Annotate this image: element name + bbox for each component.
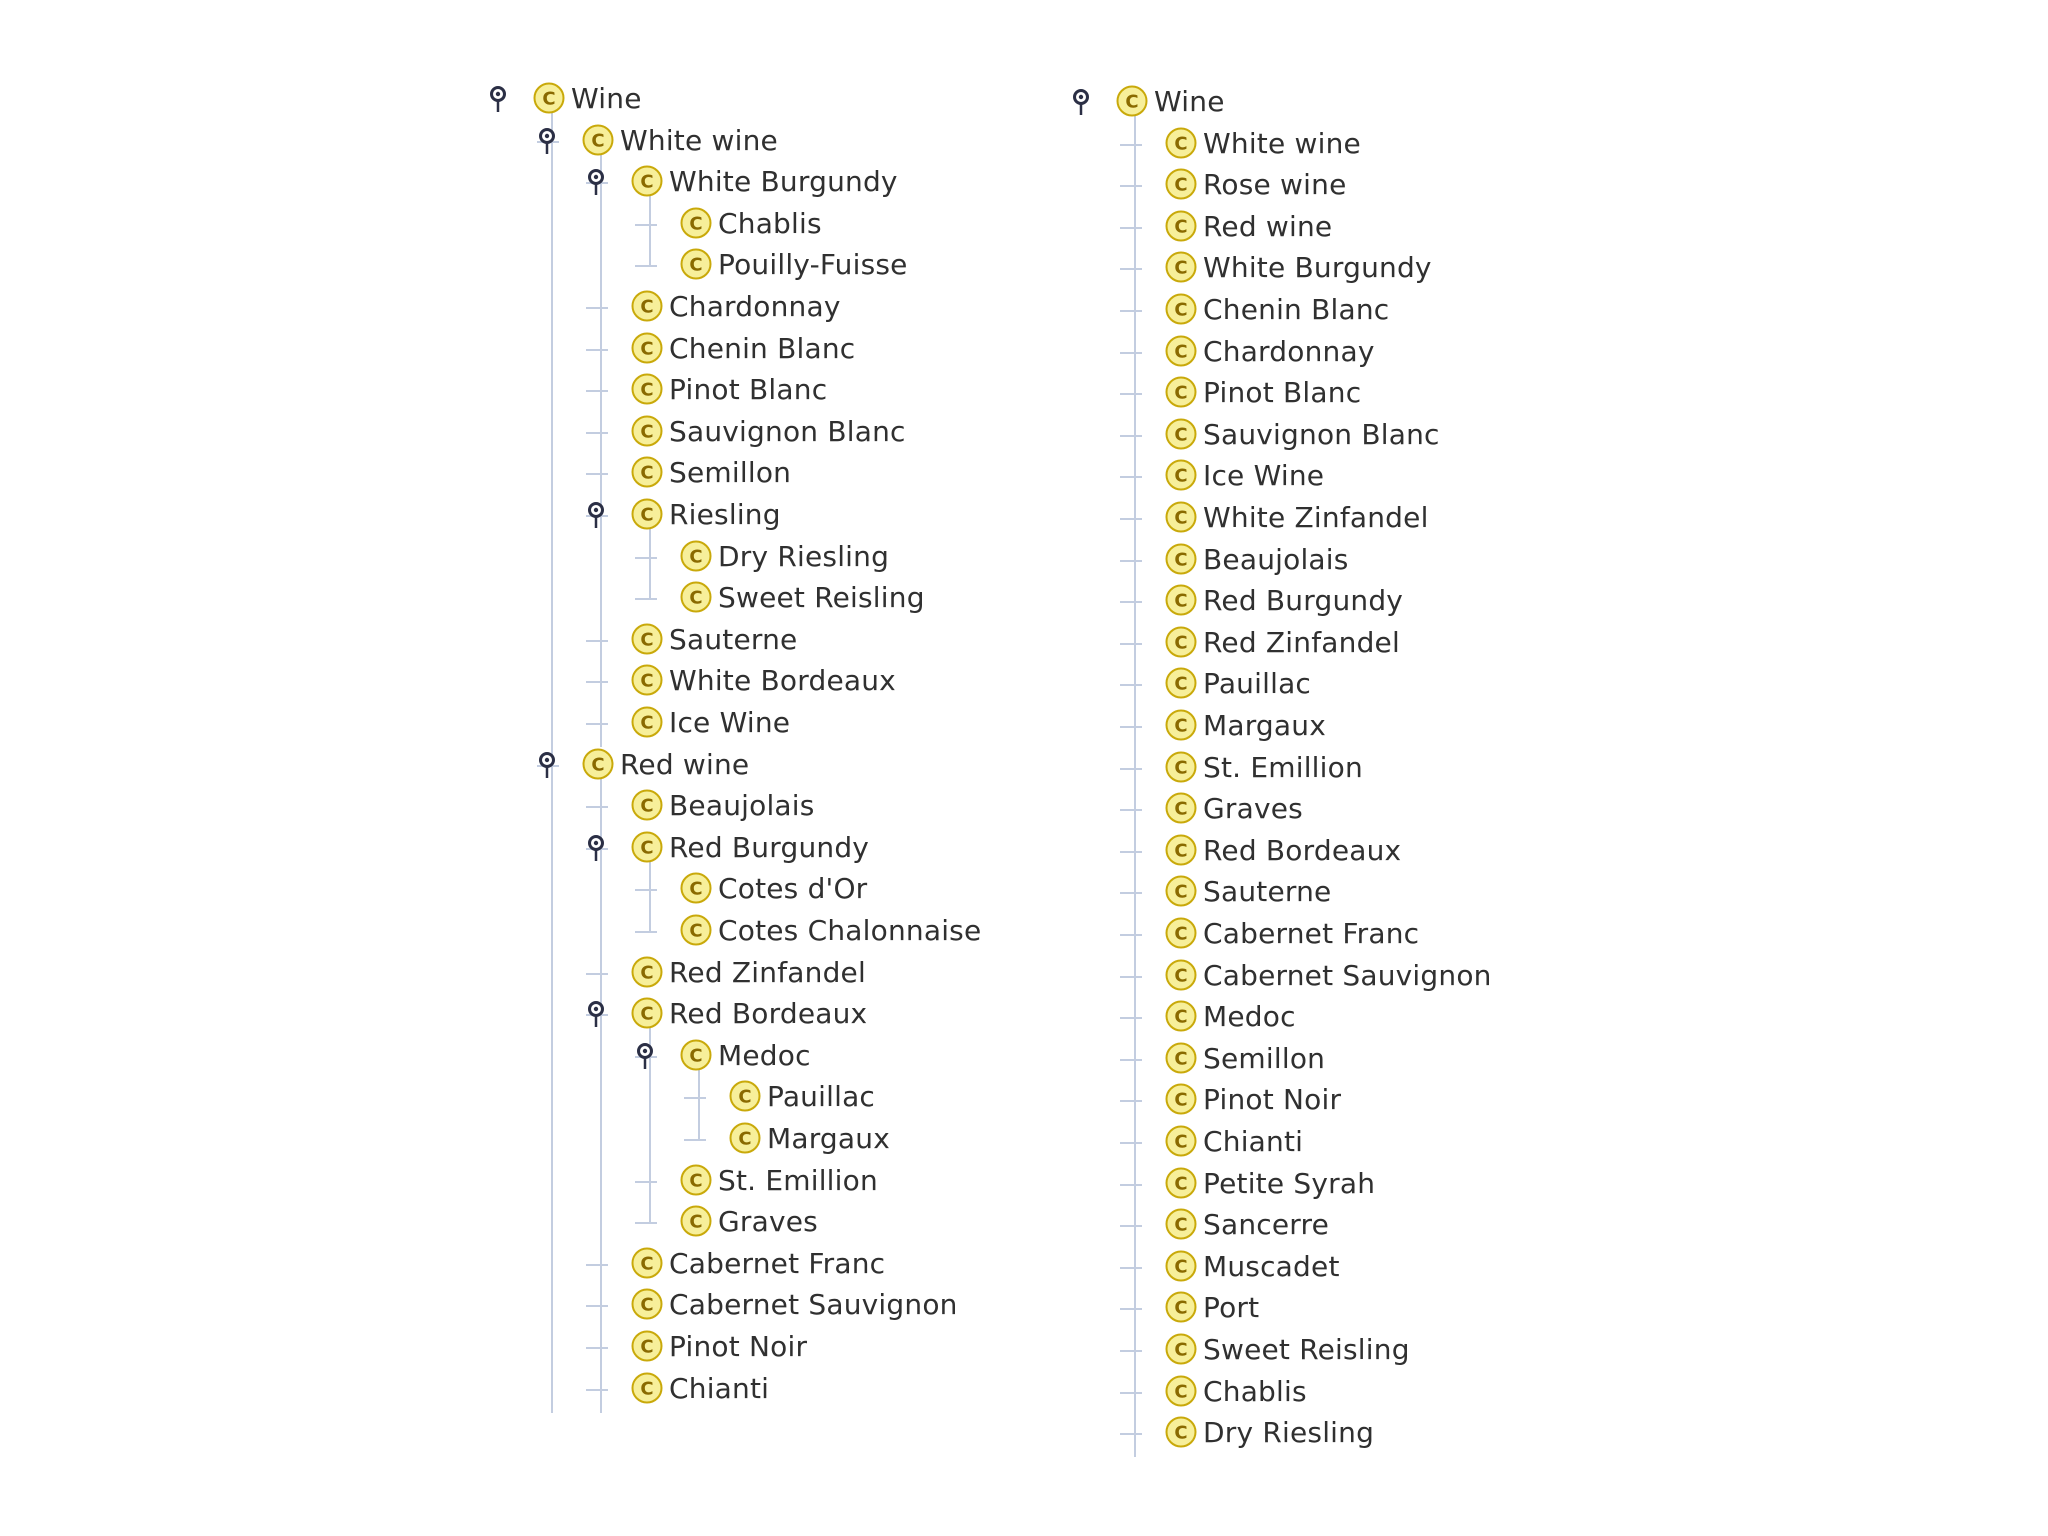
class-icon-letter: C xyxy=(640,1253,654,1275)
class-c-icon xyxy=(1164,1082,1198,1116)
tree-node-label: Sweet Reisling xyxy=(718,581,925,615)
tree-node-label: Chardonnay xyxy=(669,290,841,323)
class-icon-letter: C xyxy=(1174,632,1188,654)
tree-node-red-burgundy[interactable] xyxy=(1116,581,1636,621)
tree-node-beaujolais[interactable] xyxy=(1116,540,1636,580)
tree-node-label: Pinot Noir xyxy=(669,1330,808,1363)
class-c-icon xyxy=(1164,874,1198,908)
class-c-icon xyxy=(1164,375,1198,409)
tree-node-sweet-reisling[interactable] xyxy=(1116,1330,1636,1370)
class-icon-letter: C xyxy=(1174,1173,1188,1195)
class-icon-letter: C xyxy=(591,754,605,776)
class-c-icon xyxy=(1164,458,1198,492)
tree-node-label: Red Zinfandel xyxy=(669,955,866,989)
class-c-icon xyxy=(1164,500,1198,534)
class-c-icon xyxy=(1164,625,1198,659)
class-icon-letter: C xyxy=(640,379,654,401)
class-icon-letter: C xyxy=(591,130,605,152)
tree-node-label: White wine xyxy=(620,123,778,157)
class-icon-letter: C xyxy=(1174,382,1188,404)
tree-node-label: Red Zinfandel xyxy=(1203,625,1400,659)
class-icon-letter: C xyxy=(1174,299,1188,321)
tree-node-label: Dry Riesling xyxy=(718,539,890,573)
class-icon-letter: C xyxy=(1174,1339,1188,1361)
tree-node-wine[interactable] xyxy=(1067,82,1587,122)
tree-node-label: Cabernet Franc xyxy=(669,1246,886,1280)
tree-node-label: Graves xyxy=(1203,792,1303,826)
tree-node-chianti[interactable] xyxy=(1116,1122,1636,1162)
class-c-icon xyxy=(1164,791,1198,825)
tree-node-label: Chenin Blanc xyxy=(669,331,856,365)
tree-node-label: St. Emillion xyxy=(1203,750,1363,784)
class-c-icon xyxy=(1164,833,1198,867)
class-c-icon xyxy=(1164,126,1198,160)
class-icon-letter: C xyxy=(1174,673,1188,695)
class-c-icon xyxy=(1164,1290,1198,1324)
class-icon-letter: C xyxy=(1174,216,1188,238)
class-icon-letter: C xyxy=(1174,840,1188,862)
class-c-icon xyxy=(1164,292,1198,326)
tree-node-st-emillion[interactable] xyxy=(1116,748,1636,788)
tree-node-ice-wine[interactable] xyxy=(1116,456,1636,496)
tree-node-label: Pouilly-Fuisse xyxy=(718,248,908,282)
class-icon-letter: C xyxy=(1174,1006,1188,1028)
tree-node-label: Margaux xyxy=(1203,709,1326,742)
tree-node-white-burgundy[interactable] xyxy=(1116,248,1636,288)
class-icon-letter: C xyxy=(1174,174,1188,196)
class-icon-letter: C xyxy=(1174,715,1188,737)
tree-node-sancerre[interactable] xyxy=(1116,1205,1636,1245)
tree-node-label: St. Emillion xyxy=(718,1163,878,1197)
tree-node-label: Semillon xyxy=(669,456,792,490)
tree-node-label: Rose wine xyxy=(1203,168,1347,202)
tree-node-sauvignon-blanc[interactable] xyxy=(1116,415,1636,455)
class-icon-letter: C xyxy=(689,920,703,942)
class-c-icon xyxy=(1164,250,1198,284)
tree-node-label: Wine xyxy=(571,82,642,115)
class-icon-letter: C xyxy=(640,670,654,692)
class-c-icon xyxy=(1164,417,1198,451)
class-icon-letter: C xyxy=(1174,465,1188,487)
class-icon-letter: C xyxy=(1174,424,1188,446)
tree-node-red-zinfandel[interactable] xyxy=(1116,623,1636,663)
tree-node-dry-riesling[interactable] xyxy=(1116,1413,1636,1453)
class-icon-letter: C xyxy=(1174,1131,1188,1153)
class-c-icon xyxy=(1164,958,1198,992)
class-icon-letter: C xyxy=(640,171,654,193)
tree-node-red-bordeaux[interactable] xyxy=(1116,831,1636,871)
tree-node-pinot-noir[interactable] xyxy=(1116,1080,1636,1120)
tree-node-label: Pinot Blanc xyxy=(1203,376,1362,410)
class-icon-letter: C xyxy=(1174,507,1188,529)
class-icon-letter: C xyxy=(1125,91,1139,113)
tree-node-label: Pinot Noir xyxy=(1203,1083,1342,1117)
tree-node-label: Petite Syrah xyxy=(1203,1166,1376,1200)
tree-node-label: Wine xyxy=(1154,85,1225,118)
class-icon-letter: C xyxy=(1174,1297,1188,1319)
class-icon-letter: C xyxy=(689,254,703,276)
class-c-icon xyxy=(1164,1041,1198,1075)
tree-node-label: Sauvignon Blanc xyxy=(1203,417,1440,451)
tree-node-label: Medoc xyxy=(1203,1000,1296,1034)
tree-node-label: Chenin Blanc xyxy=(1203,293,1390,326)
tree-node-label: Muscadet xyxy=(1203,1249,1340,1283)
tree-node-label: Red Bordeaux xyxy=(669,997,868,1031)
tree-node-label: Pinot Blanc xyxy=(669,373,828,407)
class-c-icon xyxy=(1164,209,1198,243)
class-c-icon xyxy=(1164,583,1198,617)
tree-node-label: Chianti xyxy=(1203,1125,1304,1158)
tree-node-label: Red wine xyxy=(1203,209,1333,243)
class-icon-letter: C xyxy=(542,88,556,110)
class-icon-letter: C xyxy=(1174,798,1188,820)
class-icon-letter: C xyxy=(1174,1256,1188,1278)
class-icon-letter: C xyxy=(689,587,703,609)
tree-node-label: Medoc xyxy=(718,1038,811,1072)
class-icon-letter: C xyxy=(640,1294,654,1316)
tree-node-label: Chardonnay xyxy=(1203,334,1375,368)
class-c-icon xyxy=(1164,750,1198,784)
tree-node-label: Sauvignon Blanc xyxy=(669,414,906,448)
tree-node-label: Sauterne xyxy=(669,622,798,656)
class-icon-letter: C xyxy=(640,962,654,984)
tree-node-label: White wine xyxy=(1203,126,1361,160)
tree-node-label: Chablis xyxy=(1203,1374,1307,1408)
class-c-icon xyxy=(1164,1124,1198,1158)
class-icon-letter: C xyxy=(640,462,654,484)
tree-node-chardonnay[interactable] xyxy=(1116,332,1636,372)
class-icon-letter: C xyxy=(1174,881,1188,903)
tree-node-margaux[interactable] xyxy=(1116,706,1636,746)
tree-node-label: Cotes Chalonnaise xyxy=(718,914,982,947)
tree-node-medoc[interactable] xyxy=(1116,997,1636,1037)
class-icon-letter: C xyxy=(640,1003,654,1025)
tree-node-muscadet[interactable] xyxy=(1116,1247,1636,1287)
tree-node-label: Chianti xyxy=(669,1371,770,1405)
tree-node-label: Ice Wine xyxy=(1203,459,1325,493)
tree-node-label: White Bordeaux xyxy=(669,664,896,698)
class-c-icon xyxy=(1164,708,1198,742)
class-c-icon xyxy=(1164,916,1198,950)
tree-node-label: Port xyxy=(1203,1291,1260,1325)
tree-node-label: White Burgundy xyxy=(1203,251,1432,285)
tree-node-pauillac[interactable] xyxy=(1116,664,1636,704)
class-c-icon xyxy=(1164,666,1198,700)
class-c-icon xyxy=(1164,1207,1198,1241)
class-c-icon xyxy=(1164,167,1198,201)
tree-node-rose-wine[interactable] xyxy=(1116,165,1636,205)
class-icon-letter: C xyxy=(738,1086,752,1108)
class-icon-letter: C xyxy=(1174,1214,1188,1236)
class-c-icon xyxy=(1164,1374,1198,1408)
tree-node-graves[interactable] xyxy=(1116,789,1636,829)
tree-node-petite-syrah[interactable] xyxy=(1116,1164,1636,1204)
tree-node-label: Cabernet Sauvignon xyxy=(1203,958,1492,992)
class-icon-letter: C xyxy=(640,504,654,526)
tree-node-label: Graves xyxy=(718,1205,818,1239)
tree-node-label: White Zinfandel xyxy=(1203,501,1429,534)
tree-node-label: Cotes d'Or xyxy=(718,872,868,906)
tree-node-label: Riesling xyxy=(669,498,781,531)
class-icon-letter: C xyxy=(640,421,654,443)
tree-node-chablis[interactable] xyxy=(1116,1372,1636,1412)
tree-node-label: Cabernet Franc xyxy=(1203,917,1420,950)
tree-node-label: Beaujolais xyxy=(669,789,815,823)
class-icon-letter: C xyxy=(640,837,654,859)
tree-node-label: Margaux xyxy=(767,1122,890,1155)
tree-node-label: Pauillac xyxy=(1203,667,1312,701)
tree-node-chenin-blanc[interactable] xyxy=(1116,290,1636,330)
class-icon-letter: C xyxy=(689,1211,703,1233)
class-c-icon xyxy=(1164,334,1198,368)
class-icon-letter: C xyxy=(1174,257,1188,279)
tree-node-white-wine[interactable] xyxy=(1116,124,1636,164)
tree-node-label: Ice Wine xyxy=(669,706,791,739)
tree-node-label: Sweet Reisling xyxy=(1203,1333,1410,1366)
tree-node-label: Pauillac xyxy=(767,1080,876,1114)
tree-node-label: Red wine xyxy=(620,747,750,781)
tree-node-label: Chablis xyxy=(718,206,822,240)
class-icon-letter: C xyxy=(689,546,703,568)
tree-node-label: Sauterne xyxy=(1203,875,1332,909)
class-icon-letter: C xyxy=(1174,341,1188,363)
class-c-icon xyxy=(1164,1415,1198,1449)
tree-node-port[interactable] xyxy=(1116,1288,1636,1328)
expand-handle-icon[interactable] xyxy=(1070,88,1092,116)
tree-node-label: Semillon xyxy=(1203,1041,1326,1075)
class-icon-letter: C xyxy=(689,213,703,235)
tree-node-cabernet-sauvignon[interactable] xyxy=(1116,956,1636,996)
class-icon-letter: C xyxy=(640,712,654,734)
class-c-icon xyxy=(1164,1249,1198,1283)
class-icon-letter: C xyxy=(1174,965,1188,987)
class-c-icon xyxy=(1164,1166,1198,1200)
class-icon-letter: C xyxy=(1174,1048,1188,1070)
class-icon-letter: C xyxy=(640,296,654,318)
class-icon-letter: C xyxy=(1174,133,1188,155)
class-c-icon xyxy=(1115,84,1149,118)
class-icon-letter: C xyxy=(1174,1089,1188,1111)
tree-node-label: Cabernet Sauvignon xyxy=(669,1288,958,1322)
class-icon-letter: C xyxy=(689,878,703,900)
tree-node-label: Sancerre xyxy=(1203,1208,1330,1242)
tree-node-label: Dry Riesling xyxy=(1203,1416,1375,1450)
class-icon-letter: C xyxy=(640,1336,654,1358)
class-icon-letter: C xyxy=(1174,549,1188,571)
class-c-icon xyxy=(1164,1332,1198,1366)
tree-node-label: Red Bordeaux xyxy=(1203,833,1402,867)
class-icon-letter: C xyxy=(1174,1381,1188,1403)
tree-node-label: Beaujolais xyxy=(1203,542,1349,576)
class-icon-letter: C xyxy=(1174,1422,1188,1444)
class-icon-letter: C xyxy=(640,338,654,360)
class-icon-letter: C xyxy=(640,1378,654,1400)
class-icon-letter: C xyxy=(689,1045,703,1067)
tree-node-pinot-blanc[interactable] xyxy=(1116,373,1636,413)
tree-node-label: Red Burgundy xyxy=(1203,584,1404,618)
class-icon-letter: C xyxy=(640,629,654,651)
class-icon-letter: C xyxy=(689,1170,703,1192)
tree-node-label: Red Burgundy xyxy=(669,830,870,864)
tree-node-semillon[interactable] xyxy=(1116,1039,1636,1079)
tree-node-sauterne[interactable] xyxy=(1116,872,1636,912)
tree-node-cabernet-franc[interactable] xyxy=(1116,914,1636,954)
class-c-icon xyxy=(1164,542,1198,576)
tree-node-red-wine[interactable] xyxy=(1116,207,1636,247)
class-icon-letter: C xyxy=(1174,590,1188,612)
class-c-icon xyxy=(1164,999,1198,1033)
class-icon-letter: C xyxy=(1174,923,1188,945)
class-icon-letter: C xyxy=(640,795,654,817)
class-icon-letter: C xyxy=(1174,757,1188,779)
class-icon-letter: C xyxy=(738,1128,752,1150)
tree-node-white-zinfandel[interactable] xyxy=(1116,498,1636,538)
tree-node-label: White Burgundy xyxy=(669,165,898,199)
